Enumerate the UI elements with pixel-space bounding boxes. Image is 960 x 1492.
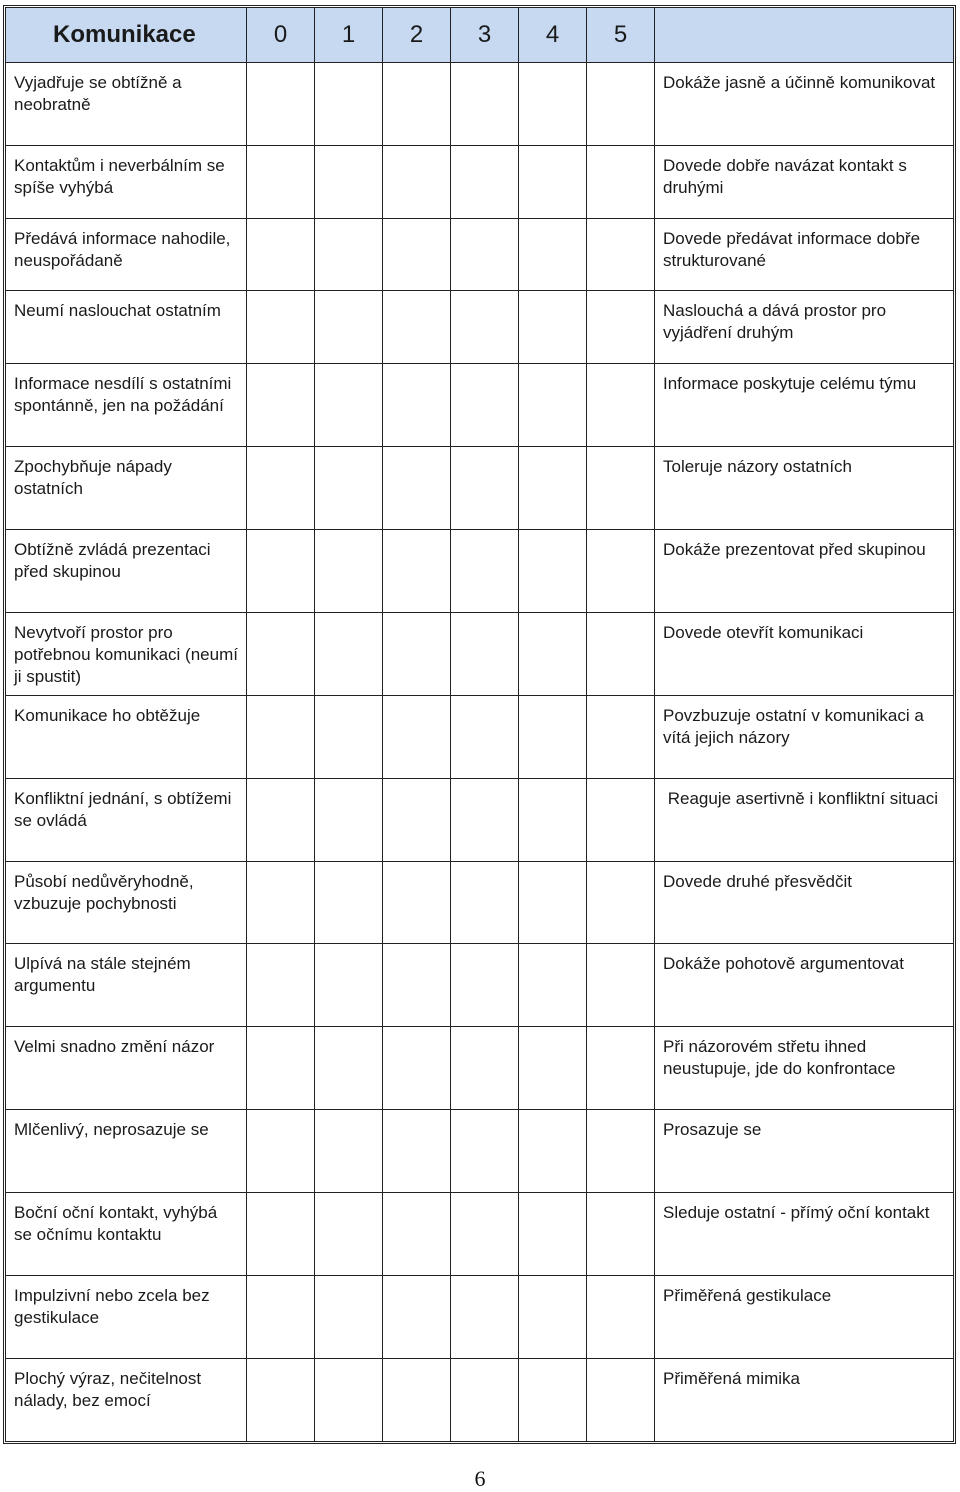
negative-descriptor: Neumí naslouchat ostatním: [6, 291, 247, 364]
positive-descriptor: Přiměřená mimika: [655, 1358, 954, 1441]
negative-descriptor: Boční oční kontakt, vyhýbá se očnímu kontaktu: [6, 1193, 247, 1276]
negative-descriptor: Mlčenlivý, neprosazuje se: [6, 1110, 247, 1193]
positive-descriptor: Reaguje asertivně i konfliktní situaci: [655, 778, 954, 861]
scale-label-4: 4: [519, 8, 587, 63]
negative-descriptor: Komunikace ho obtěžuje: [6, 695, 247, 778]
rating-cell-4[interactable]: [519, 530, 587, 613]
scale-label-1: 1: [315, 8, 383, 63]
rating-cell-3[interactable]: [451, 1276, 519, 1359]
table-row: [6, 291, 954, 364]
rating-cell-4[interactable]: [519, 695, 587, 778]
rating-cell-2[interactable]: [383, 1276, 451, 1359]
rating-cell-3[interactable]: [451, 63, 519, 146]
table-row: [6, 1193, 954, 1276]
rating-cell-0[interactable]: [247, 364, 315, 447]
rating-cell-2[interactable]: [383, 63, 451, 146]
positive-descriptor: Dovede druhé přesvědčit: [655, 861, 954, 944]
rating-cell-0[interactable]: [247, 944, 315, 1027]
rating-cell-3[interactable]: [451, 1193, 519, 1276]
rating-cell-0[interactable]: [247, 145, 315, 218]
rating-cell-4[interactable]: [519, 1358, 587, 1441]
positive-descriptor: Přiměřená gestikulace: [655, 1276, 954, 1359]
rating-cell-2[interactable]: [383, 1193, 451, 1276]
rating-cell-1[interactable]: [315, 63, 383, 146]
table-header-row: [6, 8, 954, 63]
rating-cell-5[interactable]: [587, 612, 655, 695]
negative-descriptor: Ulpívá na stále stejném argumentu: [6, 944, 247, 1027]
rating-cell-4[interactable]: [519, 612, 587, 695]
rating-cell-2[interactable]: [383, 364, 451, 447]
rating-cell-3[interactable]: [451, 291, 519, 364]
rating-cell-3[interactable]: [451, 861, 519, 944]
rating-cell-5[interactable]: [587, 530, 655, 613]
table-row: [6, 1358, 954, 1441]
rating-cell-3[interactable]: [451, 218, 519, 291]
table-row: [6, 530, 954, 613]
rating-cell-3[interactable]: [451, 944, 519, 1027]
header-empty-cell: [655, 8, 954, 63]
rating-cell-4[interactable]: [519, 1027, 587, 1110]
positive-descriptor: Povzbuzuje ostatní v komunikaci a vítá jejich názory: [655, 695, 954, 778]
positive-descriptor: Při názorovém střetu ihned neustupuje, jde do konfrontace: [655, 1027, 954, 1110]
rating-cell-2[interactable]: [383, 1358, 451, 1441]
rating-cell-5[interactable]: [587, 1027, 655, 1110]
rating-cell-2[interactable]: [383, 291, 451, 364]
rating-cell-5[interactable]: [587, 291, 655, 364]
rating-cell-4[interactable]: [519, 447, 587, 530]
positive-descriptor: Sleduje ostatní - přímý oční kontakt: [655, 1193, 954, 1276]
positive-descriptor: Dovede předávat informace dobře strukturované: [655, 218, 954, 291]
positive-descriptor: Dovede dobře navázat kontakt s druhými: [655, 145, 954, 218]
rating-cell-4[interactable]: [519, 861, 587, 944]
rating-cell-2[interactable]: [383, 218, 451, 291]
positive-descriptor: Dokáže prezentovat před skupinou: [655, 530, 954, 613]
rating-cell-1[interactable]: [315, 1276, 383, 1359]
rating-cell-2[interactable]: [383, 778, 451, 861]
rating-cell-5[interactable]: [587, 218, 655, 291]
rating-cell-4[interactable]: [519, 1110, 587, 1193]
table-title: Komunikace: [6, 8, 247, 63]
rating-cell-5[interactable]: [587, 1193, 655, 1276]
rating-cell-1[interactable]: [315, 1358, 383, 1441]
negative-descriptor: Zpochybňuje nápady ostatních: [6, 447, 247, 530]
rating-cell-4[interactable]: [519, 364, 587, 447]
rating-cell-2[interactable]: [383, 530, 451, 613]
negative-descriptor: Vyjadřuje se obtížně a neobratně: [6, 63, 247, 146]
rating-cell-5[interactable]: [587, 861, 655, 944]
rating-cell-1[interactable]: [315, 861, 383, 944]
rating-cell-0[interactable]: [247, 1027, 315, 1110]
rating-cell-3[interactable]: [451, 695, 519, 778]
rating-cell-4[interactable]: [519, 63, 587, 146]
rating-cell-4[interactable]: [519, 145, 587, 218]
rating-cell-0[interactable]: [247, 861, 315, 944]
negative-descriptor: Nevytvoří prostor pro potřebnou komunikaci (neumí ji spustit): [6, 612, 247, 695]
negative-descriptor: Konfliktní jednání, s obtížemi se ovládá: [6, 778, 247, 861]
rating-cell-1[interactable]: [315, 1110, 383, 1193]
table-row: [6, 695, 954, 778]
rating-cell-1[interactable]: [315, 218, 383, 291]
negative-descriptor: Působí nedůvěryhodně, vzbuzuje pochybnosti: [6, 861, 247, 944]
scale-label-3: 3: [451, 8, 519, 63]
rating-cell-5[interactable]: [587, 447, 655, 530]
negative-descriptor: Informace nesdílí s ostatními spontánně, jen na požádání: [6, 364, 247, 447]
rating-cell-0[interactable]: [247, 447, 315, 530]
rating-cell-1[interactable]: [315, 944, 383, 1027]
rating-cell-3[interactable]: [451, 778, 519, 861]
positive-descriptor: Toleruje názory ostatních: [655, 447, 954, 530]
rating-cell-2[interactable]: [383, 1110, 451, 1193]
rating-cell-2[interactable]: [383, 944, 451, 1027]
rating-cell-0[interactable]: [247, 1110, 315, 1193]
rating-cell-0[interactable]: [247, 1276, 315, 1359]
negative-descriptor: Impulzivní nebo zcela bez gestikulace: [6, 1276, 247, 1359]
rating-cell-0[interactable]: [247, 530, 315, 613]
table-row: [6, 612, 954, 695]
rating-cell-4[interactable]: [519, 778, 587, 861]
rating-cell-0[interactable]: [247, 1193, 315, 1276]
positive-descriptor: Dokáže pohotově argumentovat: [655, 944, 954, 1027]
rating-cell-4[interactable]: [519, 1276, 587, 1359]
table-row: [6, 944, 954, 1027]
rating-cell-3[interactable]: [451, 1358, 519, 1441]
rating-cell-4[interactable]: [519, 218, 587, 291]
rating-cell-1[interactable]: [315, 1027, 383, 1110]
rating-cell-1[interactable]: [315, 145, 383, 218]
rating-cell-0[interactable]: [247, 218, 315, 291]
rating-cell-1[interactable]: [315, 778, 383, 861]
rating-cell-5[interactable]: [587, 1276, 655, 1359]
rating-cell-0[interactable]: [247, 291, 315, 364]
rating-cell-5[interactable]: [587, 63, 655, 146]
table-row: [6, 1110, 954, 1193]
rating-cell-3[interactable]: [451, 1110, 519, 1193]
rating-cell-0[interactable]: [247, 1358, 315, 1441]
rating-table-frame: [3, 5, 956, 1444]
rating-cell-1[interactable]: [315, 530, 383, 613]
rating-cell-3[interactable]: [451, 1027, 519, 1110]
positive-descriptor: Naslouchá a dává prostor pro vyjádření druhým: [655, 291, 954, 364]
rating-cell-5[interactable]: [587, 944, 655, 1027]
page-number: 6: [474, 1466, 486, 1491]
negative-descriptor: Obtížně zvládá prezentaci před skupinou: [6, 530, 247, 613]
rating-cell-1[interactable]: [315, 612, 383, 695]
rating-cell-2[interactable]: [383, 447, 451, 530]
rating-cell-5[interactable]: [587, 695, 655, 778]
negative-descriptor: Předává informace nahodile, neuspořádaně: [6, 218, 247, 291]
rating-table: [5, 7, 954, 1442]
rating-cell-2[interactable]: [383, 612, 451, 695]
rating-cell-1[interactable]: [315, 1193, 383, 1276]
rating-cell-3[interactable]: [451, 145, 519, 218]
rating-cell-0[interactable]: [247, 695, 315, 778]
negative-descriptor: Velmi snadno změní názor: [6, 1027, 247, 1110]
rating-cell-2[interactable]: [383, 1027, 451, 1110]
table-row: [6, 364, 954, 447]
scale-label-5: 5: [587, 8, 655, 63]
rating-cell-1[interactable]: [315, 447, 383, 530]
rating-cell-0[interactable]: [247, 612, 315, 695]
rating-cell-5[interactable]: [587, 364, 655, 447]
table-row: [6, 218, 954, 291]
negative-descriptor: Plochý výraz, nečitelnost nálady, bez emocí: [6, 1358, 247, 1441]
rating-cell-4[interactable]: [519, 944, 587, 1027]
table-row: [6, 447, 954, 530]
rating-cell-5[interactable]: [587, 1110, 655, 1193]
rating-cell-2[interactable]: [383, 145, 451, 218]
negative-descriptor: Kontaktům i neverbálním se spíše vyhýbá: [6, 145, 247, 218]
rating-cell-4[interactable]: [519, 291, 587, 364]
positive-descriptor: Informace poskytuje celému týmu: [655, 364, 954, 447]
positive-descriptor: Dokáže jasně a účinně komunikovat: [655, 63, 954, 146]
scale-label-0: 0: [247, 8, 315, 63]
rating-cell-3[interactable]: [451, 530, 519, 613]
rating-cell-0[interactable]: [247, 778, 315, 861]
rating-cell-3[interactable]: [451, 612, 519, 695]
table-row: [6, 63, 954, 146]
rating-cell-4[interactable]: [519, 1193, 587, 1276]
table-row: [6, 1027, 954, 1110]
rating-cell-5[interactable]: [587, 1358, 655, 1441]
rating-cell-5[interactable]: [587, 145, 655, 218]
rating-cell-0[interactable]: [247, 63, 315, 146]
rating-cell-2[interactable]: [383, 861, 451, 944]
rating-cell-2[interactable]: [383, 695, 451, 778]
positive-descriptor: Prosazuje se: [655, 1110, 954, 1193]
table-row: [6, 778, 954, 861]
scale-label-2: 2: [383, 8, 451, 63]
rating-cell-1[interactable]: [315, 364, 383, 447]
table-row: [6, 1276, 954, 1359]
table-row: [6, 145, 954, 218]
rating-cell-3[interactable]: [451, 364, 519, 447]
positive-descriptor: Dovede otevřít komunikaci: [655, 612, 954, 695]
rating-cell-5[interactable]: [587, 778, 655, 861]
table-row: [6, 861, 954, 944]
rating-cell-1[interactable]: [315, 695, 383, 778]
rating-cell-3[interactable]: [451, 447, 519, 530]
rating-cell-1[interactable]: [315, 291, 383, 364]
